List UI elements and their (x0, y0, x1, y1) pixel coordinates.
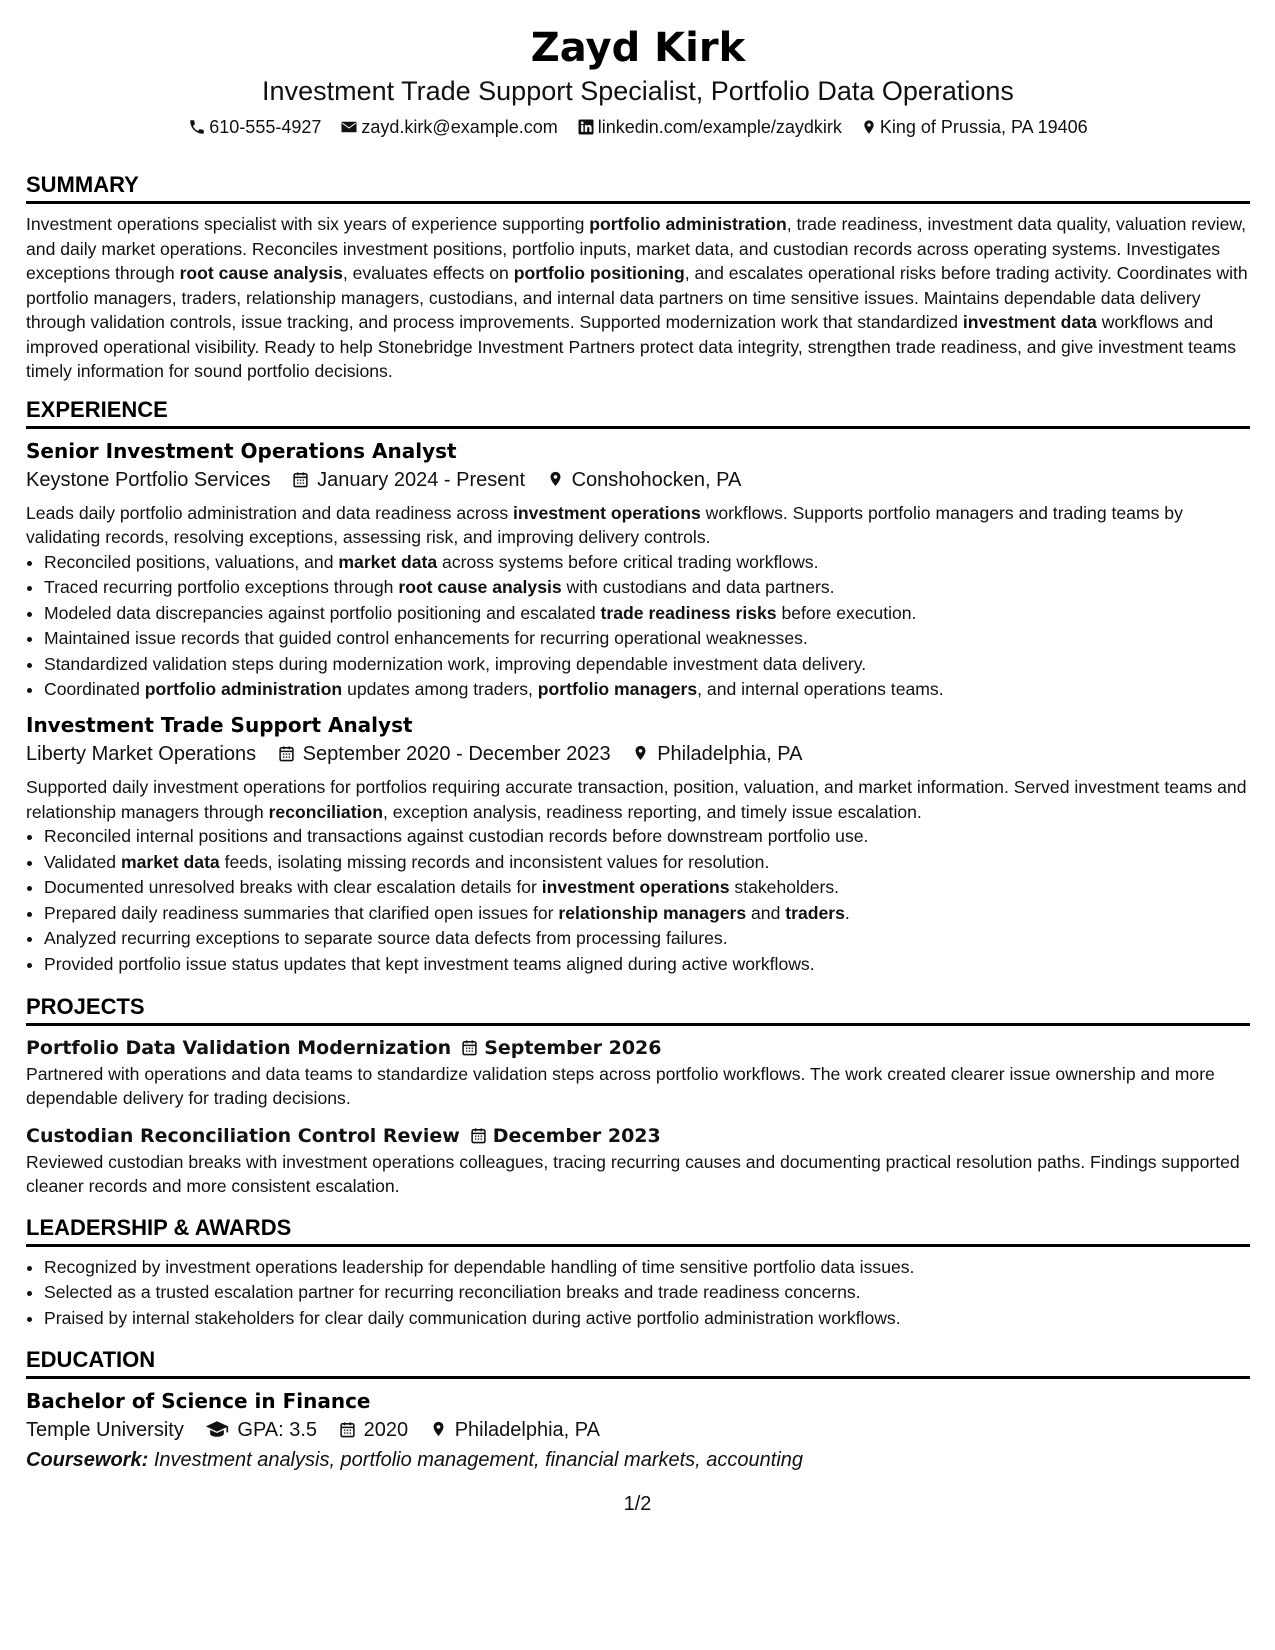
contact-phone[interactable] (188, 114, 321, 140)
projects-section (26, 992, 1250, 1199)
location-pin-icon (547, 469, 564, 489)
text-run: , exception analysis, readiness reporting, and timely issue escalation. (382, 801, 922, 822)
education-section (26, 1345, 1250, 1475)
location-pin-icon (632, 743, 649, 763)
job-dates-text: September 2020 - December 2023 (302, 743, 611, 766)
section-title-projects: PROJECTS (26, 992, 1250, 1026)
text-run: Leads daily portfolio administration and data readiness across (26, 502, 514, 523)
keyword-bold: reconciliation (268, 801, 383, 822)
list-item (44, 901, 1250, 927)
list-item (44, 601, 1250, 627)
job-meta (26, 739, 1250, 769)
location-pin-icon (430, 1419, 447, 1439)
project-date: December 2023 (492, 1124, 661, 1147)
job-title: Senior Investment Operations Analyst (26, 438, 457, 463)
text-run: before execution. (776, 602, 917, 623)
summary-section (26, 170, 1250, 384)
text-run: workflows and improved operational visibility. Ready to help Stonebridge Investment Partners protect data integrity, strengthen trade readiness, and give investment teams timely information for sound portfolio decisions. (26, 312, 1237, 381)
school-location (430, 1415, 600, 1445)
keyword-bold: investment operations (541, 877, 730, 898)
school-name: Temple University (26, 1419, 184, 1442)
job-dates (292, 465, 525, 495)
text-run: Traced recurring portfolio exceptions through (44, 577, 399, 598)
job-location (632, 739, 802, 769)
text-run: updates among traders, (342, 679, 538, 700)
contact-email[interactable] (340, 114, 557, 140)
job-dates (278, 739, 611, 769)
phone-text: 610-555-4927 (209, 117, 322, 137)
text-run: Provided portfolio issue status updates that kept investment teams aligned during active workflows. (44, 954, 815, 975)
location-pin-icon (861, 118, 877, 136)
project-name: Portfolio Data Validation Modernization (26, 1036, 452, 1059)
keyword-bold: traders (785, 902, 845, 923)
list-item (44, 875, 1250, 901)
project-entry (26, 1034, 1250, 1111)
section-title-experience: EXPERIENCE (26, 395, 1250, 429)
text-run: . (844, 902, 850, 923)
project-description: Reviewed custodian breaks with investment operations colleagues, tracing recurring causes and documenting practical resolution paths. Findings supported cleaner records and more consistent escalation. (26, 1151, 1240, 1197)
keyword-bold: trade readiness risks (600, 602, 777, 623)
graduation-year (339, 1415, 409, 1445)
list-item (44, 550, 1250, 576)
graduation-cap-icon (205, 1419, 229, 1439)
gpa (205, 1415, 317, 1445)
list-item (44, 575, 1250, 601)
resume-page (26, 0, 1250, 1475)
job-title: Investment Trade Support Analyst (26, 713, 413, 738)
linkedin-icon (577, 118, 595, 136)
graduation-year-text: 2020 (363, 1419, 409, 1442)
job-dates-text: January 2024 - Present (317, 468, 526, 491)
project-entry (26, 1122, 1250, 1199)
page-number: 1/2 (623, 1493, 652, 1515)
job-bullets (26, 550, 1250, 704)
list-item: • Recognized by investment operations leadership for dependable handling of time sensitive portfolio data issues. (44, 1255, 1250, 1281)
summary-text (26, 212, 1250, 384)
text-run: Modeled data discrepancies against portfolio positioning and escalated (44, 602, 601, 623)
keyword-bold: investment data (962, 312, 1097, 332)
text-run: , trade readiness, investment data quality, valuation review, and daily market operations. Reconciles investment positions, portfolio inputs, market data, and custodian records across operating systems. Investigates exceptions through (26, 214, 1247, 283)
leadership-bullets (26, 1255, 1250, 1332)
calendar-icon (461, 1038, 478, 1057)
email-text: zayd.kirk@example.com (361, 117, 558, 137)
keyword-bold: root cause analysis (398, 577, 562, 598)
gpa-text: GPA: 3.5 (237, 1419, 318, 1442)
coursework (26, 1445, 1250, 1475)
project-heading (26, 1034, 1250, 1062)
project-description: Partnered with operations and data teams to standardize validation steps across portfolio workflows. The work created clearer issue ownership and more dependable delivery for trading decisions. (26, 1063, 1215, 1109)
text-run: Standardized validation steps during modernization work, improving dependable investment data delivery. (44, 653, 867, 674)
keyword-bold: portfolio positioning (513, 263, 685, 283)
section-title-leadership: LEADERSHIP & AWARDS (26, 1213, 1250, 1247)
calendar-icon (339, 1420, 356, 1439)
keyword-bold: portfolio administration (144, 679, 343, 700)
job-bullets (26, 824, 1250, 978)
text-run: Coordinated (44, 679, 145, 700)
project-name: Custodian Reconciliation Control Review (26, 1124, 460, 1147)
keyword-bold: portfolio administration (589, 214, 787, 234)
calendar-icon (278, 744, 295, 763)
candidate-name: Zayd Kirk (530, 25, 746, 71)
keyword-bold: market data (338, 551, 438, 572)
keyword-bold: root cause analysis (179, 263, 343, 283)
project-date: September 2026 (484, 1036, 662, 1059)
text-run: Prepared daily readiness summaries that clarified open issues for (44, 902, 559, 923)
keyword-bold: relationship managers (558, 902, 747, 923)
coursework-label: Coursework: (26, 1449, 149, 1472)
text-run: Investment operations specialist with six years of experience supporting (26, 214, 590, 234)
text-run: Documented unresolved breaks with clear escalation details for (44, 877, 542, 898)
contact-bar (26, 114, 1250, 140)
text-run: Supported daily investment operations for portfolios requiring accurate transaction, position, valuation, and market information. Served investment teams and relationship managers through (26, 777, 1247, 822)
list-item: • Praised by internal stakeholders for clear daily communication during active portfolio administration workflows. (44, 1306, 1250, 1332)
list-item (44, 626, 1250, 652)
text-run: Maintained issue records that guided control enhancements for recurring operational weaknesses. (44, 628, 808, 649)
location-text: King of Prussia, PA 19406 (879, 117, 1088, 137)
resume-header (26, 0, 1250, 140)
section-title-education: EDUCATION (26, 1345, 1250, 1379)
job-location (547, 465, 742, 495)
job-location-text: Conshohocken, PA (571, 468, 742, 491)
list-item (44, 824, 1250, 850)
job-company: Keystone Portfolio Services (26, 468, 271, 491)
keyword-bold: market data (120, 851, 220, 872)
job-entry (26, 711, 1250, 978)
list-item (44, 652, 1250, 678)
coursework-text: Investment analysis, portfolio management, financial markets, accounting (153, 1449, 804, 1472)
list-item: • Selected as a trusted escalation partner for recurring reconciliation breaks and trade readiness concerns. (44, 1280, 1250, 1306)
list-item (44, 952, 1250, 978)
text-run: with custodians and data partners. (561, 577, 835, 598)
text-run: Reconciled positions, valuations, and (44, 551, 339, 572)
text-run: , and internal operations teams. (697, 679, 944, 700)
calendar-icon (470, 1126, 487, 1145)
text-run: , evaluates effects on (342, 263, 514, 283)
text-run: across systems before critical trading workflows. (437, 551, 819, 572)
education-meta (26, 1415, 1250, 1445)
contact-linkedin[interactable] (577, 114, 842, 140)
envelope-icon (340, 118, 358, 136)
list-item (44, 677, 1250, 703)
text-run: Reconciled internal positions and transactions against custodian records before downstream portfolio use. (44, 826, 869, 847)
job-meta (26, 465, 1250, 495)
text-run: and (746, 902, 786, 923)
list-item (44, 926, 1250, 952)
job-summary (26, 775, 1250, 824)
contact-location (861, 114, 1088, 140)
calendar-icon (292, 470, 309, 489)
leadership-section (26, 1213, 1250, 1332)
project-heading (26, 1122, 1250, 1150)
job-entry (26, 437, 1250, 704)
keyword-bold: investment operations (513, 502, 701, 523)
text-run: stakeholders. (729, 877, 840, 898)
text-run: , and escalates operational risks before trading activity. Coordinates with portfolio managers, traders, relationship managers, custodians, and internal data partners on time sensitive issues. Maintains dependable data delivery through validation controls, issue tracking, and process improvements. Supported modernization work that standardized (26, 263, 1248, 332)
text-run: workflows. Supports portfolio managers and trading teams by validating records, resolving exceptions, assessing risk, and improving delivery controls. (26, 502, 1183, 547)
text-run: Analyzed recurring exceptions to separate source data defects from processing failures. (44, 928, 728, 949)
phone-icon (188, 118, 206, 136)
experience-section (26, 395, 1250, 978)
text-run: feeds, isolating missing records and inconsistent values for resolution. (219, 851, 770, 872)
linkedin-text: linkedin.com/example/zaydkirk (597, 117, 842, 137)
degree-title: Bachelor of Science in Finance (26, 1389, 371, 1414)
job-location-text: Philadelphia, PA (657, 743, 803, 766)
section-title-summary: SUMMARY (26, 170, 1250, 204)
keyword-bold: portfolio managers (537, 679, 698, 700)
candidate-headline: Investment Trade Support Specialist, Portfolio Data Operations (262, 76, 1014, 106)
school-location-text: Philadelphia, PA (454, 1419, 600, 1442)
job-summary (26, 501, 1250, 550)
list-item (44, 850, 1250, 876)
job-company: Liberty Market Operations (26, 743, 257, 766)
text-run: Validated (44, 851, 121, 872)
